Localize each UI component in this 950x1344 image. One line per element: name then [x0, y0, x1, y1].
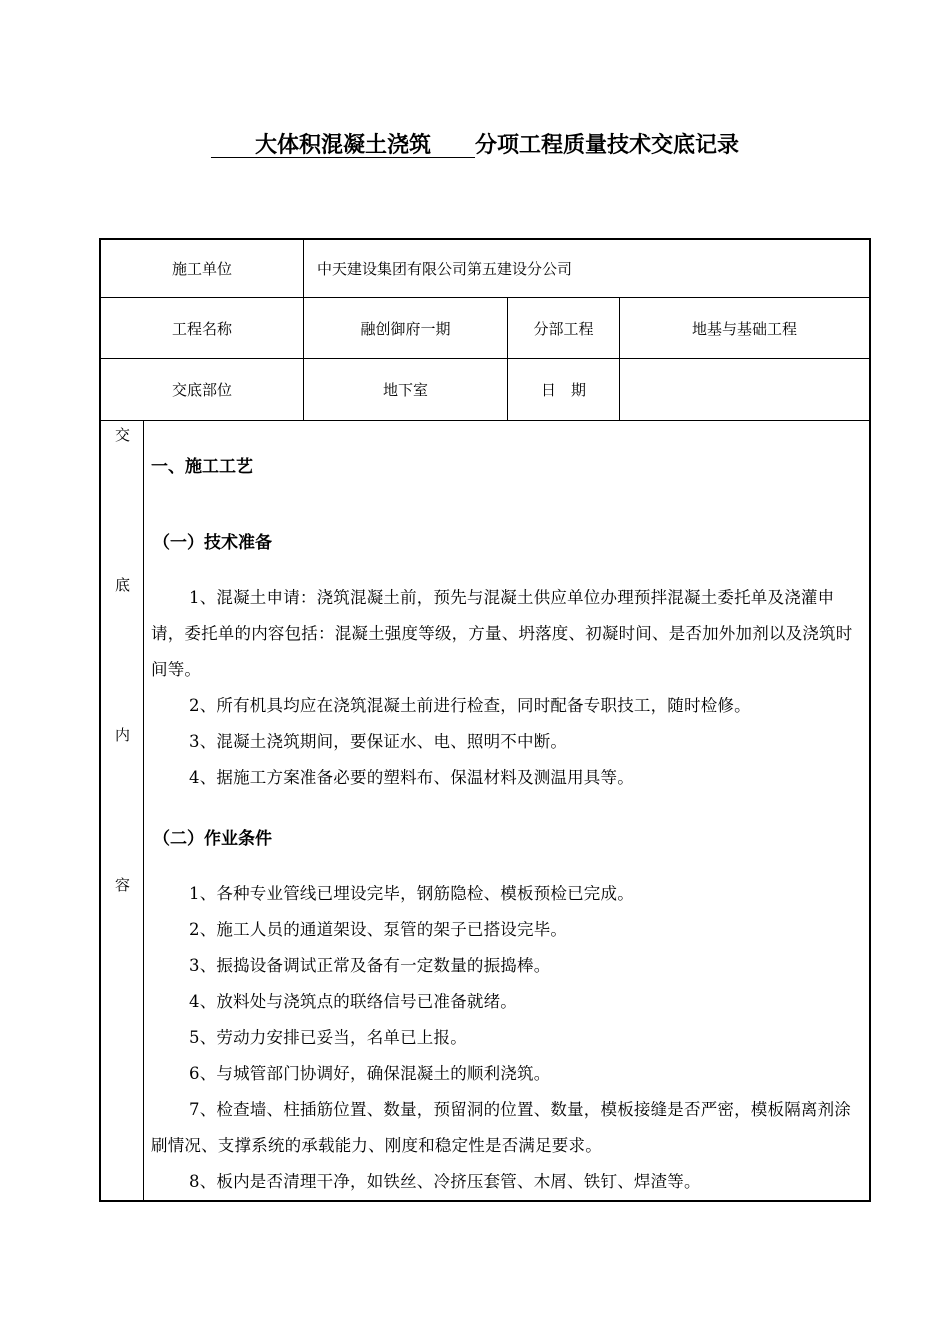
subsection-heading: （一）技术准备 — [153, 533, 272, 553]
side-label-char: 底 — [114, 576, 130, 594]
date-label: 日 期 — [540, 381, 586, 399]
project-value: 融创御府一期 — [360, 319, 451, 338]
subsection-heading: （二）作业条件 — [153, 829, 272, 849]
subproject-value: 地基与基础工程 — [691, 319, 797, 338]
paragraph: 2、施工人员的通道架设、泵管的架子已搭设完毕。 — [189, 920, 568, 939]
side-label-char: 内 — [114, 726, 130, 744]
paragraph: 7、检查墙、柱插筋位置、数量，预留洞的位置、数量，模板接缝是否严密，模板隔离剂涂刷情况、支撑系统的承载能力、刚度和稳定性是否满足要求。 — [151, 1100, 851, 1155]
section-heading: 一、施工工艺 — [151, 457, 253, 477]
side-label-char: 容 — [114, 876, 130, 894]
paragraph: 4、据施工方案准备必要的塑料布、保温材料及测温用具等。 — [189, 768, 634, 787]
paragraph: 3、振捣设备调试正常及备有一定数量的振捣棒。 — [189, 956, 551, 975]
subproject-label: 分部工程 — [533, 319, 594, 338]
title-underlined-part: 大体积混凝土浇筑 — [254, 133, 431, 158]
paragraph: 6、与城管部门协调好，确保混凝土的顺利浇筑。 — [189, 1064, 551, 1083]
paragraph: 5、劳动力安排已妥当，名单已上报。 — [189, 1028, 467, 1047]
project-label: 工程名称 — [171, 319, 232, 338]
unit-value: 中天建设集团有限公司第五建设分公司 — [317, 260, 573, 278]
paragraph: 3、混凝土浇筑期间，要保证水、电、照明不中断。 — [189, 732, 568, 751]
row-divider — [101, 420, 869, 421]
document-title — [0, 128, 950, 159]
paragraph: 1、各种专业管线已埋设完毕，钢筋隐检、模板预检已完成。 — [189, 884, 634, 903]
disclosure-table — [99, 238, 871, 1202]
title-rest: 分项工程质量技术交底记录 — [475, 133, 740, 158]
location-label: 交底部位 — [171, 381, 232, 399]
column-divider — [143, 420, 144, 1202]
paragraph: 8、板内是否清理干净，如铁丝、冷挤压套管、木屑、铁钉、焊渣等。 — [189, 1172, 701, 1191]
paragraph: 4、放料处与浇筑点的联络信号已准备就绪。 — [189, 992, 517, 1011]
location-value: 地下室 — [382, 381, 428, 399]
paragraph: 2、所有机具均应在浇筑混凝土前进行检查，同时配备专职技工，随时检修。 — [189, 696, 751, 715]
paragraph: 1、混凝土申请：浇筑混凝土前，预先与混凝土供应单位办理预拌混凝土委托单及浇灌申请，委托单的内容包括：混凝土强度等级，方量、坍落度、初凝时间、是否加外加剂以及浇筑时间等。 — [151, 588, 853, 679]
side-label-char: 交 — [114, 426, 130, 444]
date-value — [620, 359, 869, 420]
unit-label: 施工单位 — [171, 260, 232, 278]
